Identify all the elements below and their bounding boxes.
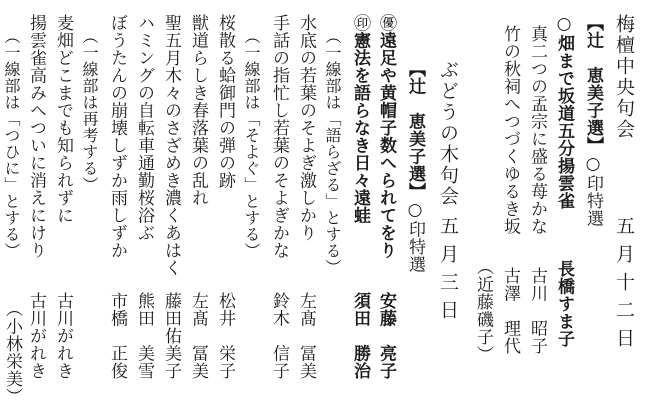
entry-text: ぼうたんの崩壊しずか雨しずか	[107, 14, 127, 259]
entry-author: 左髙 冨美	[188, 292, 208, 380]
featured-mark: ○	[554, 14, 574, 35]
entry-author: 左髙 冨美	[296, 292, 316, 380]
entry-author: 松井 栄子	[215, 292, 235, 380]
haiku-text: 真二つの孟宗に盛る苺かな	[527, 25, 547, 235]
entry-author: 市橋 正俊	[107, 292, 127, 380]
section2-selector-mark: ○印特選	[405, 200, 425, 273]
entry-author: 古川がれき	[26, 292, 46, 380]
entry-text: 聖五月木々のさざめき濃くあはく	[161, 14, 181, 277]
section1-selector: 【辻 恵美子選】	[583, 14, 603, 154]
entry-author: 鈴木 信子	[269, 292, 289, 380]
section1-title: 梅檀中央句会	[613, 14, 635, 140]
entry-text: 揚雲雀高みへついに消えにけり	[26, 14, 46, 259]
featured-text: 畑まで坂道五分揚雲雀	[554, 34, 574, 210]
entry-text: 手話の指忙し若葉のそよぎかな	[269, 14, 289, 259]
edit-note: （一線部は「語らざる」とする）	[323, 28, 342, 276]
award-haiku	[377, 14, 394, 259]
edit-note: （一線部は「つひに」とする）	[2, 28, 21, 259]
entry-author: 熊田 美雪	[134, 292, 154, 380]
section1-selector-mark: ○印特選	[583, 154, 603, 227]
award-mark: ㊞	[350, 14, 370, 32]
entry-text: 麦畑どこまでも知られずに	[53, 14, 73, 224]
award-text: 憲法を語らなき日々遠蛙	[350, 31, 370, 224]
section2-recorder: （小林栄美）	[2, 300, 22, 405]
section2-title: ぶどうの木句会	[437, 60, 459, 207]
entry-author: 古川がれき	[53, 292, 73, 380]
award-author: 須田 勝治	[350, 292, 370, 380]
edit-note: （一線部は「そよぐ」とする）	[242, 28, 261, 259]
section2-selector-line	[406, 60, 423, 273]
section1-selector-line	[584, 14, 601, 227]
edit-note: （一線部は再考する）	[80, 28, 99, 193]
haiku-author: 古澤 理代	[500, 267, 520, 355]
haiku-author: 古川 昭子	[527, 267, 547, 355]
entry-text: 水底の若葉のそよぎ激しかり	[296, 14, 316, 242]
section2-date: 五月三日	[437, 216, 459, 328]
entry-text: 桜散る蛤御門の弾の跡	[215, 14, 235, 189]
entry-author: 藤田佑美子	[161, 292, 181, 380]
award-author: 安藤 亮子	[376, 292, 396, 380]
entry-text: ハミングの自転車通勤桜浴ぶ	[134, 14, 154, 242]
featured-author: 長橋すま子	[554, 260, 574, 348]
haiku-text: 竹の秋祠へつづくゆるき坂	[500, 25, 520, 235]
section1-recorder: （近藤磯子）	[473, 258, 493, 363]
award-text: 遠足や黄帽子数へられてをり	[376, 31, 396, 259]
section1-date: 五月十二日	[613, 216, 635, 356]
award-haiku	[351, 14, 368, 224]
award-mark: ㊝	[376, 14, 396, 32]
section2-selector: 【辻 恵美子選】	[405, 60, 425, 200]
entry-text: 獣道らしき春落葉の乱れ	[188, 14, 208, 207]
section1-featured-haiku	[555, 14, 572, 210]
